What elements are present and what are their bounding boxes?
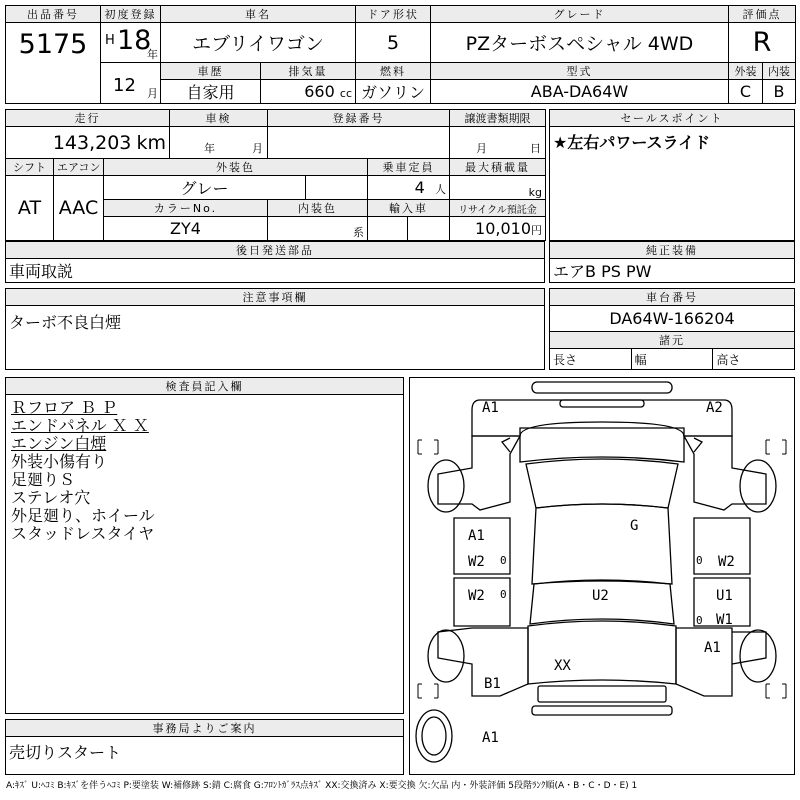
- equipment-table: [549, 241, 795, 283]
- lot-number: 5175: [6, 23, 101, 104]
- capacity-unit: 人: [435, 183, 446, 196]
- overall-score: R: [729, 23, 796, 63]
- plate-value: [268, 127, 450, 159]
- reg-month: 12: [113, 75, 136, 96]
- era: H: [105, 33, 115, 48]
- month-unit: 月: [147, 87, 158, 100]
- displacement-value: 660: [304, 82, 335, 101]
- later-parts-value: 車両取説: [6, 259, 545, 283]
- damage-mark: 0: [696, 614, 703, 627]
- import-cell-1: [368, 217, 408, 241]
- model-label: 車名: [161, 6, 356, 23]
- damage-mark: A1: [482, 730, 499, 746]
- caution-label: 注意事項欄: [6, 289, 545, 306]
- capacity-label: 乗車定員: [368, 159, 450, 176]
- type-value: ABA-DA64W: [431, 80, 729, 104]
- vehicle-info-grid: [5, 109, 545, 241]
- transfer-label: 譲渡書類期限: [450, 110, 546, 127]
- recycle-unit: 円: [531, 224, 542, 237]
- year-unit: 年: [147, 48, 158, 61]
- chassis-value: DA64W-166204: [550, 306, 795, 332]
- front-bumper-top: [532, 382, 672, 393]
- doors-label: ドア形状: [356, 6, 431, 23]
- int-color-unit: 系: [353, 226, 364, 239]
- inspection-label: 車検: [170, 110, 268, 127]
- damage-mark: W2: [468, 554, 485, 570]
- inspector-line: ステレオ穴: [11, 488, 91, 507]
- recycle-value: 10,010: [475, 219, 531, 238]
- damage-mark: 0: [696, 554, 703, 567]
- caution-value: ターボ不良白煙: [6, 306, 545, 370]
- grade-label: グレード: [431, 6, 729, 23]
- right-front-fender: [684, 436, 766, 510]
- rear-bumper-bottom: [532, 706, 672, 715]
- equipment-label: 純正装備: [550, 242, 795, 259]
- mileage-value: 143,203: [52, 131, 132, 154]
- front-bumper-inner: [560, 400, 644, 407]
- model-name: エブリイワゴン: [161, 23, 356, 63]
- height-label: 高さ: [713, 349, 795, 370]
- ext-grade-label: 外装: [729, 63, 763, 80]
- header-grid: [5, 5, 795, 103]
- damage-mark: A1: [468, 528, 485, 544]
- history-value: 自家用: [161, 80, 261, 104]
- shift-label: シフト: [6, 159, 54, 176]
- recycle-label: リサイクル預託金: [450, 200, 546, 217]
- damage-mark: XX: [554, 658, 571, 674]
- color-no-label: カラーNo.: [104, 200, 268, 217]
- left-front-fender: [438, 436, 520, 510]
- legend-text: A:ｷｽﾞ U:ﾍｺﾐ B:ｷｽﾞを伴うﾍｺﾐ P:要塗装 W:補修跡 S:錆 C:腐食 G:ﾌﾛﾝﾄｶﾞﾗｽ点ｷｽﾞ XX:交換済み X:要交換 欠:欠品 内・外装評価 5段階ﾗﾝｸ順(A・B・C・D・E) 1: [6, 781, 638, 791]
- car-outline-diagram: [410, 378, 794, 774]
- damage-mark: G: [630, 518, 639, 534]
- roof: [532, 504, 672, 584]
- header-table: [5, 5, 796, 104]
- office-value: 売切りスタート: [6, 737, 404, 775]
- import-cell-2: [408, 217, 450, 241]
- ext-color-value: グレー: [104, 176, 306, 200]
- inspector-box: [5, 377, 404, 714]
- damage-mark: W2: [468, 588, 485, 604]
- type-label: 型式: [431, 63, 729, 80]
- windshield: [526, 459, 678, 508]
- damage-mark: 0: [500, 588, 507, 601]
- caution-table: [5, 288, 545, 370]
- inspection-cell: [170, 127, 268, 159]
- max-load-label: 最大積載量: [450, 159, 546, 176]
- grade-value: PZターボスペシャル 4WD: [431, 23, 729, 63]
- inspector-line: 外足廻り、ホイール: [11, 506, 155, 525]
- right-mirror: [694, 438, 702, 452]
- capacity-value: 4: [414, 178, 425, 197]
- chassis-label: 車台番号: [550, 289, 795, 306]
- transfer-month-unit: 月: [476, 142, 487, 155]
- first-reg-label: 初度登録: [101, 6, 161, 23]
- inspector-line: エンジン白煙: [11, 434, 107, 453]
- right-rear-fender: [676, 628, 766, 696]
- inspector-line: エンドパネル Ｘ Ｘ: [11, 416, 149, 435]
- int-grade-value: B: [763, 80, 796, 104]
- later-parts-label: 後日発送部品: [6, 242, 545, 259]
- door-count: 5: [356, 23, 431, 63]
- later-parts-box: [5, 241, 545, 281]
- max-load-unit: kg: [528, 186, 542, 199]
- int-color-label: 内装色: [268, 200, 368, 217]
- office-table: [5, 719, 404, 775]
- inspector-notes: [6, 395, 404, 714]
- inspector-line: 足廻りＳ: [11, 470, 76, 489]
- inspector-table: [5, 377, 404, 714]
- lot-no-label: 出品番号: [6, 6, 101, 23]
- equipment-box: [549, 241, 795, 281]
- max-load-cell: [450, 176, 546, 200]
- mileage-cell: [6, 127, 170, 159]
- chassis-box: [549, 288, 795, 370]
- rear-gate: [528, 621, 676, 684]
- int-grade-label: 内装: [763, 63, 796, 80]
- damage-mark: A1: [482, 400, 499, 416]
- office-label: 事務局よりご案内: [6, 720, 404, 737]
- ext-color-label: 外装色: [104, 159, 368, 176]
- inspector-line: スタッドレスタイヤ: [11, 524, 155, 543]
- rear-bumper: [538, 686, 666, 702]
- later-parts-table: [5, 241, 545, 283]
- inspector-label: 検査員記入欄: [6, 378, 404, 395]
- inspector-line: Ｒフロア Ｂ Ｐ: [11, 398, 118, 417]
- length-label: 長さ: [550, 349, 632, 370]
- displacement-unit: cc: [339, 87, 352, 100]
- inspection-month-unit: 月: [252, 142, 263, 155]
- transfer-day-unit: 日: [530, 142, 541, 155]
- inspection-year-unit: 年: [204, 142, 215, 155]
- damage-mark: U2: [592, 588, 609, 604]
- sales-point-label: セールスポイント: [550, 110, 795, 127]
- wheel-rear-right: [740, 630, 776, 682]
- ext-color-extra: [306, 176, 368, 200]
- ac-label: エアコン: [54, 159, 104, 176]
- first-reg-month: [101, 63, 161, 104]
- chassis-table: [549, 288, 795, 370]
- fuel-label: 燃料: [356, 63, 431, 80]
- ext-grade-value: C: [729, 80, 763, 104]
- sales-point-box: [549, 109, 795, 241]
- sales-point-table: [549, 109, 795, 241]
- plate-label: 登録番号: [268, 110, 450, 127]
- mileage-label: 走行: [6, 110, 170, 127]
- int-color-cell: [268, 217, 368, 241]
- damage-mark: A2: [706, 400, 723, 416]
- specs-label: 諸元: [550, 332, 795, 349]
- history-label: 車歴: [161, 63, 261, 80]
- left-rear-fender: [438, 628, 528, 696]
- displacement-label: 排気量: [261, 63, 356, 80]
- score-label: 評価点: [729, 6, 796, 23]
- first-reg-year: [101, 23, 161, 63]
- spare-wheel-inner: [422, 717, 446, 755]
- damage-mark: W1: [716, 612, 733, 628]
- wheel-rear-left: [428, 630, 464, 682]
- damage-mark: W2: [718, 554, 735, 570]
- reg-year: 18: [117, 25, 152, 56]
- damage-mark: U1: [716, 588, 733, 604]
- shift-value: AT: [6, 176, 54, 241]
- recycle-cell: [450, 217, 546, 241]
- damage-mark: B1: [484, 676, 501, 692]
- inspector-line: 外装小傷有り: [11, 452, 108, 471]
- damage-mark: 0: [500, 554, 507, 567]
- import-label: 輸入車: [368, 200, 450, 217]
- damage-diagram: [409, 377, 795, 775]
- color-no-value: ZY4: [104, 217, 268, 241]
- damage-mark: A1: [704, 640, 721, 656]
- displacement-cell: [261, 80, 356, 104]
- office-box: [5, 719, 404, 775]
- ac-value: AAC: [54, 176, 104, 241]
- width-label: 幅: [631, 349, 713, 370]
- body-outline: [472, 400, 732, 436]
- caution-box: [5, 288, 545, 370]
- equipment-value: エアB PS PW: [550, 259, 795, 283]
- vehicle-info-table: [5, 109, 546, 241]
- transfer-cell: [450, 127, 546, 159]
- fuel-value: ガソリン: [356, 80, 431, 104]
- sales-point-value: ★左右パワースライド: [550, 127, 795, 241]
- mileage-unit: km: [136, 131, 166, 154]
- capacity-cell: [368, 176, 450, 200]
- inspector-lines: [11, 399, 398, 543]
- left-mirror: [502, 438, 510, 452]
